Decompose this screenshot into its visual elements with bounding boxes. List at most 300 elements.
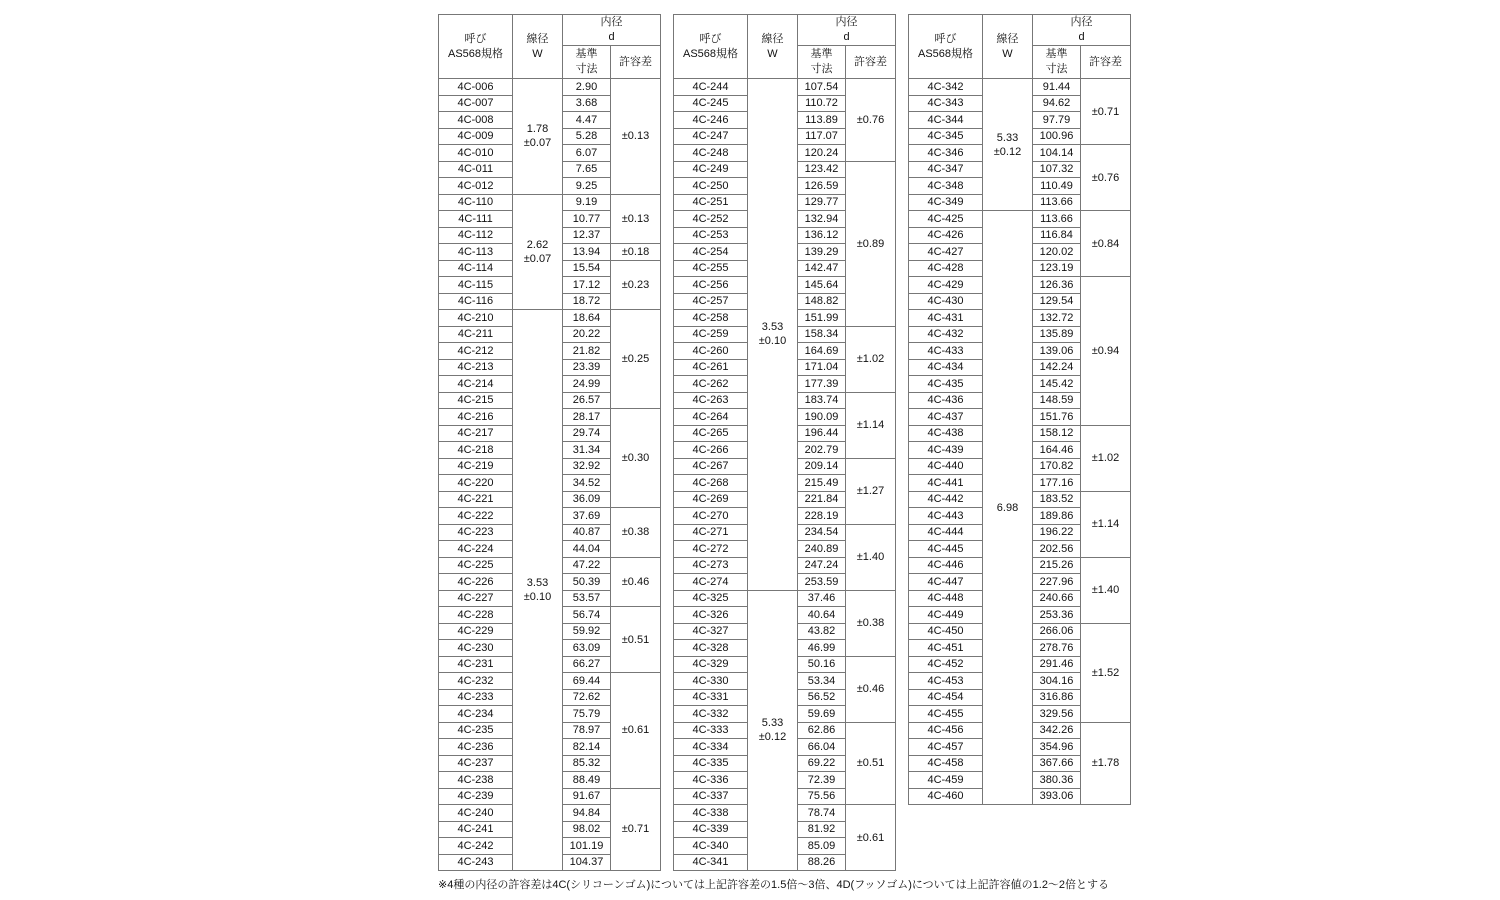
- cell-name: 4C-240: [439, 805, 513, 822]
- cell-inner-diameter: 227.96: [1033, 574, 1081, 591]
- cell-name: 4C-247: [674, 128, 748, 145]
- cell-name: 4C-349: [909, 194, 983, 211]
- cell-inner-diameter: 66.27: [563, 656, 611, 673]
- header-std-line2: 寸法: [810, 63, 833, 75]
- header-name-line2: AS568規格: [447, 47, 504, 60]
- cell-name: 4C-341: [674, 854, 748, 871]
- cell-name: 4C-346: [909, 145, 983, 162]
- cell-inner-diameter: 26.57: [563, 392, 611, 409]
- wire-diameter-line1: 2.62: [526, 238, 549, 251]
- cell-inner-diameter: 117.07: [798, 128, 846, 145]
- cell-tolerance: ±0.94: [1081, 277, 1131, 426]
- cell-tolerance: ±1.02: [846, 326, 896, 392]
- cell-inner-diameter: 113.66: [1033, 194, 1081, 211]
- cell-name: 4C-241: [439, 821, 513, 838]
- cell-inner-diameter: 97.79: [1033, 112, 1081, 129]
- cell-name: 4C-338: [674, 805, 748, 822]
- cell-name: 4C-217: [439, 425, 513, 442]
- cell-tolerance: ±0.61: [846, 805, 896, 871]
- cell-inner-diameter: 66.04: [798, 739, 846, 756]
- cell-name: 4C-238: [439, 772, 513, 789]
- cell-name: 4C-007: [439, 95, 513, 112]
- cell-name: 4C-457: [909, 739, 983, 756]
- cell-inner-diameter: 53.57: [563, 590, 611, 607]
- cell-wire-diameter: [513, 79, 563, 195]
- cell-name: 4C-450: [909, 623, 983, 640]
- cell-inner-diameter: 101.19: [563, 838, 611, 855]
- cell-name: 4C-248: [674, 145, 748, 162]
- cell-tolerance: ±0.25: [611, 310, 661, 409]
- cell-tolerance: ±1.52: [1081, 623, 1131, 722]
- cell-name: 4C-211: [439, 326, 513, 343]
- cell-wire-diameter: [983, 211, 1033, 805]
- cell-tolerance: ±0.84: [1081, 211, 1131, 277]
- col-header-wire-diameter: [983, 15, 1033, 79]
- col-header-wire-diameter: [513, 15, 563, 79]
- table-body: [909, 79, 1131, 805]
- footnote: ※4種の内径の許容差は4C(シリコーンゴム)については上記許容差の1.5倍～3倍、4D(フッソゴム)については上記許容値の1.2～2倍とする: [438, 879, 1110, 891]
- cell-name: 4C-262: [674, 376, 748, 393]
- col-header-name: [909, 15, 983, 79]
- col-header-inner-diameter: [798, 15, 896, 46]
- cell-name: 4C-344: [909, 112, 983, 129]
- wire-diameter-line2: ±0.07: [523, 137, 552, 150]
- cell-inner-diameter: 278.76: [1033, 640, 1081, 657]
- cell-inner-diameter: 50.16: [798, 656, 846, 673]
- cell-name: 4C-215: [439, 392, 513, 409]
- header-w-line1: 線径: [761, 32, 784, 45]
- cell-inner-diameter: 36.09: [563, 491, 611, 508]
- col-header-wire-diameter: [748, 15, 798, 79]
- cell-name: 4C-219: [439, 458, 513, 475]
- cell-name: 4C-426: [909, 227, 983, 244]
- cell-name: 4C-444: [909, 524, 983, 541]
- wire-diameter-line2: ±0.12: [993, 145, 1022, 158]
- cell-inner-diameter: 139.06: [1033, 343, 1081, 360]
- cell-inner-diameter: 75.56: [798, 788, 846, 805]
- cell-inner-diameter: 145.64: [798, 277, 846, 294]
- cell-name: 4C-334: [674, 739, 748, 756]
- wire-diameter-line1: 5.33: [761, 717, 784, 730]
- cell-inner-diameter: 32.92: [563, 458, 611, 475]
- cell-tolerance: ±0.30: [611, 409, 661, 508]
- cell-name: 4C-435: [909, 376, 983, 393]
- cell-name: 4C-008: [439, 112, 513, 129]
- cell-name: 4C-437: [909, 409, 983, 426]
- cell-name: 4C-439: [909, 442, 983, 459]
- cell-name: 4C-333: [674, 722, 748, 739]
- cell-inner-diameter: 31.34: [563, 442, 611, 459]
- cell-name: 4C-348: [909, 178, 983, 195]
- cell-name: 4C-430: [909, 293, 983, 310]
- cell-name: 4C-429: [909, 277, 983, 294]
- cell-inner-diameter: 82.14: [563, 739, 611, 756]
- cell-name: 4C-006: [439, 79, 513, 96]
- cell-name: 4C-458: [909, 755, 983, 772]
- cell-inner-diameter: 240.66: [1033, 590, 1081, 607]
- header-w-line2: W: [767, 47, 778, 60]
- cell-name: 4C-252: [674, 211, 748, 228]
- cell-inner-diameter: 189.86: [1033, 508, 1081, 525]
- cell-inner-diameter: 72.39: [798, 772, 846, 789]
- header-name-line2: AS568規格: [917, 47, 974, 60]
- cell-inner-diameter: 37.69: [563, 508, 611, 525]
- cell-inner-diameter: 110.72: [798, 95, 846, 112]
- cell-inner-diameter: 247.24: [798, 557, 846, 574]
- header-name-line1: 呼び: [934, 32, 957, 45]
- cell-inner-diameter: 393.06: [1033, 788, 1081, 805]
- cell-inner-diameter: 142.24: [1033, 359, 1081, 376]
- wire-diameter-line1: 5.33: [996, 131, 1019, 144]
- col-header-tolerance: 許容差: [1081, 46, 1131, 79]
- cell-inner-diameter: 107.54: [798, 79, 846, 96]
- cell-name: 4C-116: [439, 293, 513, 310]
- cell-inner-diameter: 132.94: [798, 211, 846, 228]
- header-w-line1: 線径: [526, 32, 549, 45]
- cell-name: 4C-253: [674, 227, 748, 244]
- cell-name: 4C-236: [439, 739, 513, 756]
- o-ring-size-table-2: [673, 14, 896, 871]
- cell-name: 4C-343: [909, 95, 983, 112]
- cell-name: 4C-011: [439, 161, 513, 178]
- cell-wire-diameter: [983, 79, 1033, 211]
- cell-name: 4C-225: [439, 557, 513, 574]
- cell-name: 4C-459: [909, 772, 983, 789]
- header-d-line1: 内径: [835, 16, 858, 28]
- table-row: [439, 310, 661, 327]
- cell-inner-diameter: 164.46: [1033, 442, 1081, 459]
- cell-name: 4C-114: [439, 260, 513, 277]
- cell-inner-diameter: 148.59: [1033, 392, 1081, 409]
- cell-name: 4C-436: [909, 392, 983, 409]
- cell-name: 4C-242: [439, 838, 513, 855]
- cell-name: 4C-226: [439, 574, 513, 591]
- cell-tolerance: ±0.51: [846, 722, 896, 805]
- cell-name: 4C-329: [674, 656, 748, 673]
- col-header-tolerance: 許容差: [611, 46, 661, 79]
- cell-inner-diameter: 113.66: [1033, 211, 1081, 228]
- cell-inner-diameter: 3.68: [563, 95, 611, 112]
- cell-inner-diameter: 135.89: [1033, 326, 1081, 343]
- header-w-line2: W: [532, 47, 543, 60]
- cell-inner-diameter: 202.79: [798, 442, 846, 459]
- header-std-line1: 基準: [810, 48, 833, 60]
- cell-inner-diameter: 94.62: [1033, 95, 1081, 112]
- cell-name: 4C-210: [439, 310, 513, 327]
- cell-inner-diameter: 78.74: [798, 805, 846, 822]
- cell-inner-diameter: 145.42: [1033, 376, 1081, 393]
- cell-inner-diameter: 104.14: [1033, 145, 1081, 162]
- cell-name: 4C-269: [674, 491, 748, 508]
- cell-name: 4C-335: [674, 755, 748, 772]
- cell-name: 4C-012: [439, 178, 513, 195]
- table-row: [439, 194, 661, 211]
- cell-inner-diameter: 69.22: [798, 755, 846, 772]
- cell-name: 4C-229: [439, 623, 513, 640]
- cell-inner-diameter: 291.46: [1033, 656, 1081, 673]
- cell-name: 4C-246: [674, 112, 748, 129]
- cell-inner-diameter: 20.22: [563, 326, 611, 343]
- cell-name: 4C-336: [674, 772, 748, 789]
- cell-name: 4C-231: [439, 656, 513, 673]
- cell-name: 4C-425: [909, 211, 983, 228]
- cell-name: 4C-432: [909, 326, 983, 343]
- wire-diameter-line2: ±0.10: [758, 335, 787, 348]
- cell-inner-diameter: 183.52: [1033, 491, 1081, 508]
- cell-inner-diameter: 110.49: [1033, 178, 1081, 195]
- cell-name: 4C-449: [909, 607, 983, 624]
- cell-name: 4C-448: [909, 590, 983, 607]
- cell-inner-diameter: 139.29: [798, 244, 846, 261]
- cell-inner-diameter: 15.54: [563, 260, 611, 277]
- cell-name: 4C-010: [439, 145, 513, 162]
- cell-name: 4C-456: [909, 722, 983, 739]
- cell-inner-diameter: 126.36: [1033, 277, 1081, 294]
- header-d-line2: d: [843, 31, 850, 43]
- cell-inner-diameter: 253.59: [798, 574, 846, 591]
- cell-name: 4C-115: [439, 277, 513, 294]
- cell-inner-diameter: 142.47: [798, 260, 846, 277]
- cell-inner-diameter: 91.67: [563, 788, 611, 805]
- col-header-standard-size: [1033, 46, 1081, 79]
- wire-diameter-line2: ±0.10: [523, 591, 552, 603]
- cell-tolerance: ±0.71: [1081, 79, 1131, 145]
- cell-name: 4C-233: [439, 689, 513, 706]
- cell-inner-diameter: 59.69: [798, 706, 846, 723]
- cell-name: 4C-272: [674, 541, 748, 558]
- cell-name: 4C-460: [909, 788, 983, 805]
- cell-name: 4C-214: [439, 376, 513, 393]
- cell-inner-diameter: 17.12: [563, 277, 611, 294]
- cell-inner-diameter: 81.92: [798, 821, 846, 838]
- cell-inner-diameter: 9.19: [563, 194, 611, 211]
- cell-inner-diameter: 69.44: [563, 673, 611, 690]
- cell-name: 4C-222: [439, 508, 513, 525]
- cell-inner-diameter: 7.65: [563, 161, 611, 178]
- cell-wire-diameter: [748, 590, 798, 871]
- cell-name: 4C-237: [439, 755, 513, 772]
- cell-inner-diameter: 13.94: [563, 244, 611, 261]
- cell-name: 4C-263: [674, 392, 748, 409]
- cell-name: 4C-260: [674, 343, 748, 360]
- cell-name: 4C-340: [674, 838, 748, 855]
- cell-inner-diameter: 100.96: [1033, 128, 1081, 145]
- cell-name: 4C-273: [674, 557, 748, 574]
- cell-name: 4C-330: [674, 673, 748, 690]
- cell-name: 4C-220: [439, 475, 513, 492]
- cell-tolerance: ±0.51: [611, 607, 661, 673]
- cell-inner-diameter: 5.28: [563, 128, 611, 145]
- cell-name: 4C-446: [909, 557, 983, 574]
- cell-inner-diameter: 196.44: [798, 425, 846, 442]
- cell-name: 4C-251: [674, 194, 748, 211]
- cell-inner-diameter: 132.72: [1033, 310, 1081, 327]
- cell-tolerance: ±0.46: [846, 656, 896, 722]
- header-w-line1: 線径: [996, 32, 1019, 45]
- col-header-name: [674, 15, 748, 79]
- cell-name: 4C-266: [674, 442, 748, 459]
- cell-inner-diameter: 234.54: [798, 524, 846, 541]
- cell-name: 4C-337: [674, 788, 748, 805]
- cell-name: 4C-332: [674, 706, 748, 723]
- header-std-line1: 基準: [575, 48, 598, 60]
- cell-inner-diameter: 46.99: [798, 640, 846, 657]
- cell-name: 4C-258: [674, 310, 748, 327]
- cell-name: 4C-345: [909, 128, 983, 145]
- cell-inner-diameter: 151.99: [798, 310, 846, 327]
- cell-inner-diameter: 43.82: [798, 623, 846, 640]
- cell-inner-diameter: 107.32: [1033, 161, 1081, 178]
- cell-inner-diameter: 78.97: [563, 722, 611, 739]
- header-d-line1: 内径: [1070, 16, 1093, 28]
- cell-name: 4C-244: [674, 79, 748, 96]
- cell-name: 4C-218: [439, 442, 513, 459]
- header-std-line1: 基準: [1045, 48, 1068, 60]
- col-header-inner-diameter: [563, 15, 661, 46]
- table-row: [439, 79, 661, 96]
- cell-name: 4C-254: [674, 244, 748, 261]
- cell-inner-diameter: 53.34: [798, 673, 846, 690]
- cell-name: 4C-447: [909, 574, 983, 591]
- o-ring-size-table-3: [908, 14, 1131, 805]
- cell-inner-diameter: 329.56: [1033, 706, 1081, 723]
- table-body: [674, 79, 896, 871]
- cell-tolerance: ±0.13: [611, 79, 661, 195]
- cell-name: 4C-009: [439, 128, 513, 145]
- cell-name: 4C-326: [674, 607, 748, 624]
- col-header-name: [439, 15, 513, 79]
- cell-inner-diameter: 228.19: [798, 508, 846, 525]
- cell-tolerance: ±0.13: [611, 194, 661, 244]
- cell-inner-diameter: 123.19: [1033, 260, 1081, 277]
- cell-inner-diameter: 136.12: [798, 227, 846, 244]
- cell-tolerance: ±0.76: [1081, 145, 1131, 211]
- cell-name: 4C-434: [909, 359, 983, 376]
- cell-inner-diameter: 40.64: [798, 607, 846, 624]
- cell-wire-diameter: [513, 310, 563, 871]
- cell-inner-diameter: 18.72: [563, 293, 611, 310]
- cell-tolerance: ±1.40: [846, 524, 896, 590]
- cell-inner-diameter: 75.79: [563, 706, 611, 723]
- cell-inner-diameter: 120.24: [798, 145, 846, 162]
- cell-name: 4C-257: [674, 293, 748, 310]
- cell-name: 4C-265: [674, 425, 748, 442]
- header-name-line1: 呼び: [464, 32, 487, 45]
- cell-inner-diameter: 367.66: [1033, 755, 1081, 772]
- cell-inner-diameter: 63.09: [563, 640, 611, 657]
- cell-tolerance: ±0.71: [611, 788, 661, 871]
- cell-inner-diameter: 9.25: [563, 178, 611, 195]
- cell-name: 4C-264: [674, 409, 748, 426]
- cell-inner-diameter: 177.16: [1033, 475, 1081, 492]
- cell-name: 4C-223: [439, 524, 513, 541]
- cell-inner-diameter: 40.87: [563, 524, 611, 541]
- cell-tolerance: ±0.38: [611, 508, 661, 558]
- header-name-line2: AS568規格: [682, 47, 739, 60]
- cell-tolerance: ±1.14: [846, 392, 896, 458]
- col-header-standard-size: [563, 46, 611, 79]
- cell-name: 4C-227: [439, 590, 513, 607]
- cell-inner-diameter: 190.09: [798, 409, 846, 426]
- cell-inner-diameter: 240.89: [798, 541, 846, 558]
- header-w-line2: W: [1002, 47, 1013, 60]
- cell-inner-diameter: 23.39: [563, 359, 611, 376]
- cell-inner-diameter: 151.76: [1033, 409, 1081, 426]
- cell-name: 4C-234: [439, 706, 513, 723]
- cell-name: 4C-325: [674, 590, 748, 607]
- cell-tolerance: ±0.23: [611, 260, 661, 310]
- cell-inner-diameter: 24.99: [563, 376, 611, 393]
- cell-name: 4C-230: [439, 640, 513, 657]
- cell-inner-diameter: 129.77: [798, 194, 846, 211]
- cell-name: 4C-443: [909, 508, 983, 525]
- cell-inner-diameter: 183.74: [798, 392, 846, 409]
- cell-inner-diameter: 62.86: [798, 722, 846, 739]
- cell-inner-diameter: 72.62: [563, 689, 611, 706]
- cell-tolerance: ±0.76: [846, 79, 896, 162]
- cell-name: 4C-232: [439, 673, 513, 690]
- cell-tolerance: ±1.78: [1081, 722, 1131, 805]
- cell-name: 4C-451: [909, 640, 983, 657]
- cell-name: 4C-441: [909, 475, 983, 492]
- cell-inner-diameter: 56.52: [798, 689, 846, 706]
- cell-inner-diameter: 380.36: [1033, 772, 1081, 789]
- cell-name: 4C-250: [674, 178, 748, 195]
- cell-name: 4C-255: [674, 260, 748, 277]
- cell-name: 4C-427: [909, 244, 983, 261]
- cell-inner-diameter: 221.84: [798, 491, 846, 508]
- cell-name: 4C-428: [909, 260, 983, 277]
- cell-name: 4C-243: [439, 854, 513, 871]
- cell-inner-diameter: 98.02: [563, 821, 611, 838]
- cell-tolerance: ±1.02: [1081, 425, 1131, 491]
- cell-inner-diameter: 342.26: [1033, 722, 1081, 739]
- col-header-inner-diameter: [1033, 15, 1131, 46]
- cell-inner-diameter: 88.49: [563, 772, 611, 789]
- table-row: [674, 79, 896, 96]
- cell-tolerance: ±0.89: [846, 161, 896, 326]
- cell-name: 4C-274: [674, 574, 748, 591]
- o-ring-size-table-1: [438, 14, 661, 871]
- cell-inner-diameter: 120.02: [1033, 244, 1081, 261]
- cell-name: 4C-212: [439, 343, 513, 360]
- cell-name: 4C-224: [439, 541, 513, 558]
- cell-inner-diameter: 304.16: [1033, 673, 1081, 690]
- header-d-line2: d: [1078, 31, 1085, 43]
- cell-inner-diameter: 91.44: [1033, 79, 1081, 96]
- cell-inner-diameter: 37.46: [798, 590, 846, 607]
- cell-inner-diameter: 104.37: [563, 854, 611, 871]
- cell-name: 4C-249: [674, 161, 748, 178]
- cell-name: 4C-267: [674, 458, 748, 475]
- cell-tolerance: ±0.46: [611, 557, 661, 607]
- cell-inner-diameter: 253.36: [1033, 607, 1081, 624]
- cell-inner-diameter: 354.96: [1033, 739, 1081, 756]
- cell-name: 4C-327: [674, 623, 748, 640]
- cell-name: 4C-213: [439, 359, 513, 376]
- header-std-line2: 寸法: [1045, 63, 1068, 75]
- cell-inner-diameter: 10.77: [563, 211, 611, 228]
- cell-name: 4C-216: [439, 409, 513, 426]
- cell-inner-diameter: 88.26: [798, 854, 846, 871]
- wire-diameter-line1: 3.53: [761, 321, 784, 334]
- cell-name: 4C-111: [439, 211, 513, 228]
- cell-inner-diameter: 266.06: [1033, 623, 1081, 640]
- cell-wire-diameter: [513, 194, 563, 310]
- wire-diameter-line1: 3.53: [526, 577, 549, 589]
- cell-inner-diameter: 126.59: [798, 178, 846, 195]
- cell-tolerance: ±1.40: [1081, 557, 1131, 623]
